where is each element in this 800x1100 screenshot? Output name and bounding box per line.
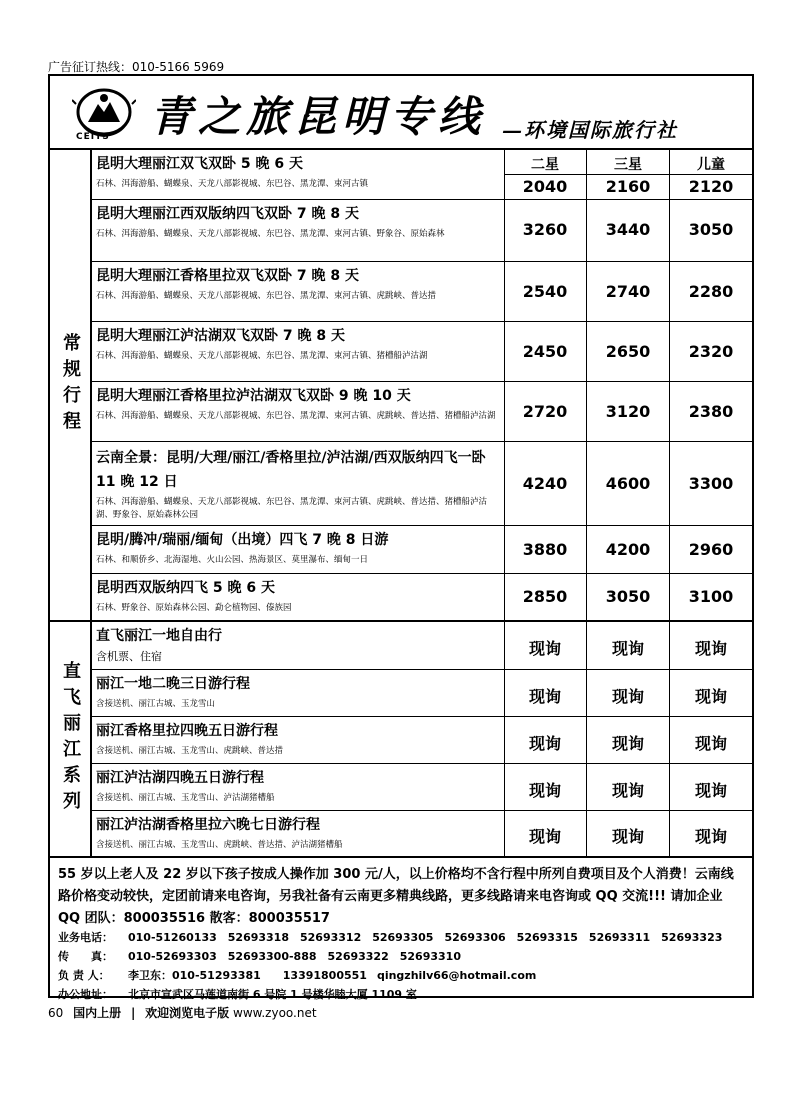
price-cell: 3100 xyxy=(688,587,734,606)
price-cell: 2320 xyxy=(688,342,734,361)
contact-block xyxy=(58,928,732,1004)
route-desc: 含接送机、丽江古城、玉龙雪山 xyxy=(96,699,216,709)
table-row xyxy=(90,622,752,670)
price-cell: 现询 xyxy=(611,827,644,846)
route-name: 丽江一地二晚三日游行程 xyxy=(96,676,250,692)
price-cell: 2450 xyxy=(522,342,568,361)
table-row xyxy=(90,442,752,526)
route-desc: 石林、洱海游船、蝴蝶泉、天龙八部影视城、东巴谷、黑龙潭、束河古镇、猪槽船泸沽湖 xyxy=(96,351,428,361)
section-label: 直飞丽江系列 xyxy=(50,622,92,856)
route-desc: 石林、洱海游船、蝴蝶泉、天龙八部影视城、东巴谷、黑龙潭、束河古镇 xyxy=(96,179,369,189)
table-row xyxy=(90,262,752,322)
section-label: 常规行程 xyxy=(50,150,92,620)
price-cell: 3260 xyxy=(522,220,568,239)
route-name: 丽江泸沽湖四晚五日游行程 xyxy=(96,770,264,786)
column-header: 儿童 xyxy=(697,157,725,173)
price-cell: 4600 xyxy=(605,474,651,493)
brochure-title: 青之旅昆明专线 xyxy=(150,92,487,141)
fax-line: 传 真： 010-52693303 52693300-888 52693322 52693310 xyxy=(58,950,461,963)
header xyxy=(50,76,752,150)
price-cell: 现询 xyxy=(611,687,644,706)
route-name: 昆明大理丽江香格里拉双飞双卧 7 晚 8 天 xyxy=(96,268,359,284)
brochure-frame xyxy=(48,74,754,1001)
price-cell: 2740 xyxy=(605,282,651,301)
route-desc: 石林、洱海游船、蝴蝶泉、天龙八部影视城、东巴谷、黑龙潭、束河古镇、虎跳峡、普达措、猪槽船泸沽湖、野象谷、原始森林公园 xyxy=(96,497,488,520)
price-cell: 2280 xyxy=(688,282,734,301)
price-cell: 2040 xyxy=(522,177,568,196)
site-url[interactable]: www.zyoo.net xyxy=(233,1006,317,1020)
table-row xyxy=(90,382,752,442)
logo-text: CEITS xyxy=(76,132,110,142)
ad-hotline: 广告征订热线：010-5166 5969 xyxy=(48,60,225,74)
price-cell: 4240 xyxy=(522,474,568,493)
price-cell: 2540 xyxy=(522,282,568,301)
table-row xyxy=(90,670,752,717)
agency-name: —环境国际旅行社 xyxy=(502,118,678,142)
price-cell: 2960 xyxy=(688,540,734,559)
route-name: 昆明/腾冲/瑞丽/缅甸（出境）四飞 7 晚 8 日游 xyxy=(96,532,389,548)
price-cell: 现询 xyxy=(528,687,561,706)
price-cell: 现询 xyxy=(528,734,561,753)
route-name: 昆明大理丽江香格里拉泸沽湖双飞双卧 9 晚 10 天 xyxy=(96,388,411,404)
section-regular xyxy=(50,150,752,622)
price-cell: 现询 xyxy=(694,827,727,846)
price-cell: 现询 xyxy=(528,639,561,658)
manager-line: 负 责 人： 李卫东：010-51293381 13391800551 qingzhilv66@hotmail.com xyxy=(58,969,537,982)
price-cell: 2380 xyxy=(688,402,734,421)
column-header: 二星 xyxy=(531,157,559,173)
notice-area xyxy=(50,858,752,930)
route-desc: 含接送机、丽江古城、玉龙雪山、虎跳峡、普达措、泸沽湖猪槽船 xyxy=(96,840,343,850)
section-lijiang xyxy=(50,622,752,858)
table-row xyxy=(90,150,752,200)
page-number: 60 xyxy=(48,1006,64,1020)
price-cell: 现询 xyxy=(528,781,561,800)
table-row xyxy=(90,526,752,574)
route-desc: 石林、洱海游船、蝴蝶泉、天龙八部影视城、东巴谷、黑龙潭、束河古镇、虎跳峡、普达措、猪槽船泸沽湖 xyxy=(96,411,496,421)
route-desc: 含接送机、丽江古城、玉龙雪山、泸沽湖猪槽船 xyxy=(96,793,275,803)
price-cell: 2650 xyxy=(605,342,651,361)
price-cell: 2850 xyxy=(522,587,568,606)
page-footer xyxy=(48,1004,317,1021)
price-cell: 3050 xyxy=(688,220,734,239)
table-row xyxy=(90,322,752,382)
route-name: 昆明大理丽江泸沽湖双飞双卧 7 晚 8 天 xyxy=(96,328,345,344)
price-cell: 现询 xyxy=(611,781,644,800)
address-line: 办公地址： 北京市宣武区马莲道南街 6 号院 1 号楼华睦大厦 1109 室 xyxy=(58,988,417,1001)
route-name: 昆明大理丽江西双版纳四飞双卧 7 晚 8 天 xyxy=(96,206,359,222)
price-cell: 现询 xyxy=(611,639,644,658)
route-desc: 石林、野象谷、原始森林公园、勐仑植物园、傣族园 xyxy=(96,603,292,613)
price-cell: 现询 xyxy=(694,734,727,753)
price-cell: 现询 xyxy=(528,827,561,846)
route-name: 丽江香格里拉四晚五日游行程 xyxy=(96,723,278,739)
price-cell: 现询 xyxy=(694,687,727,706)
route-desc: 石林、洱海游船、蝴蝶泉、天龙八部影视城、东巴谷、黑龙潭、束河古镇、虎跳峡、普达措 xyxy=(96,291,437,301)
table-row xyxy=(90,811,752,856)
table-row xyxy=(90,717,752,764)
column-header: 三星 xyxy=(614,157,642,173)
price-cell: 现询 xyxy=(694,639,727,658)
price-cell: 3880 xyxy=(522,540,568,559)
route-name: 直飞丽江一地自由行 xyxy=(96,628,222,644)
separator: | xyxy=(130,1006,136,1020)
price-cell: 2720 xyxy=(522,402,568,421)
price-cell: 4200 xyxy=(605,540,651,559)
price-cell: 2120 xyxy=(688,177,734,196)
route-name: 云南全景：昆明/大理/丽江/香格里拉/泸沽湖/西双版纳四飞一卧 11 晚 12 日 xyxy=(96,450,486,490)
price-cell: 3050 xyxy=(605,587,651,606)
route-desc: 石林、和顺侨乡、北海湿地、火山公园、热海景区、莫里瀑布、缅甸一日 xyxy=(96,555,369,565)
route-name: 丽江泸沽湖香格里拉六晚七日游行程 xyxy=(96,817,320,833)
route-desc: 含接送机、丽江古城、玉龙雪山、虎跳峡、普达措 xyxy=(96,746,284,756)
price-cell: 现询 xyxy=(694,781,727,800)
price-cell: 3120 xyxy=(605,402,651,421)
route-desc: 石林、洱海游船、蝴蝶泉、天龙八部影视城、东巴谷、黑龙潭、束河古镇、野象谷、原始森林 xyxy=(96,229,445,239)
route-name: 昆明西双版纳四飞 5 晚 6 天 xyxy=(96,580,275,596)
slogan: 欢迎浏览电子版 xyxy=(145,1006,230,1020)
price-notice: 55 岁以上老人及 22 岁以下孩子按成人操作加 300 元/人，以上价格均不含行程中所列自费项目及个人消费！云南线路价格变动较快，定团前请来电咨询，另我社备有云南更多精典线路，更多线路请来电咨询或 QQ 交流!!! 请加企业 QQ 团队：800035516 散客：800035517 xyxy=(58,867,734,926)
route-name: 昆明大理丽江双飞双卧 5 晚 6 天 xyxy=(96,156,303,172)
price-cell: 2160 xyxy=(605,177,651,196)
email[interactable]: qingzhilv66@hotmail.com xyxy=(376,969,537,982)
route-desc: 含机票、住宿 xyxy=(96,650,162,663)
business-phone-line: 业务电话： 010-51260133 52693318 52693312 52693305 52693306 52693315 52693311 52693323 xyxy=(58,931,723,944)
volume-label: 国内上册 xyxy=(73,1006,122,1020)
table-row xyxy=(90,200,752,262)
price-cell: 3300 xyxy=(688,474,734,493)
price-cell: 现询 xyxy=(611,734,644,753)
price-cell: 3440 xyxy=(605,220,651,239)
table-row xyxy=(90,764,752,811)
table-row xyxy=(90,574,752,620)
